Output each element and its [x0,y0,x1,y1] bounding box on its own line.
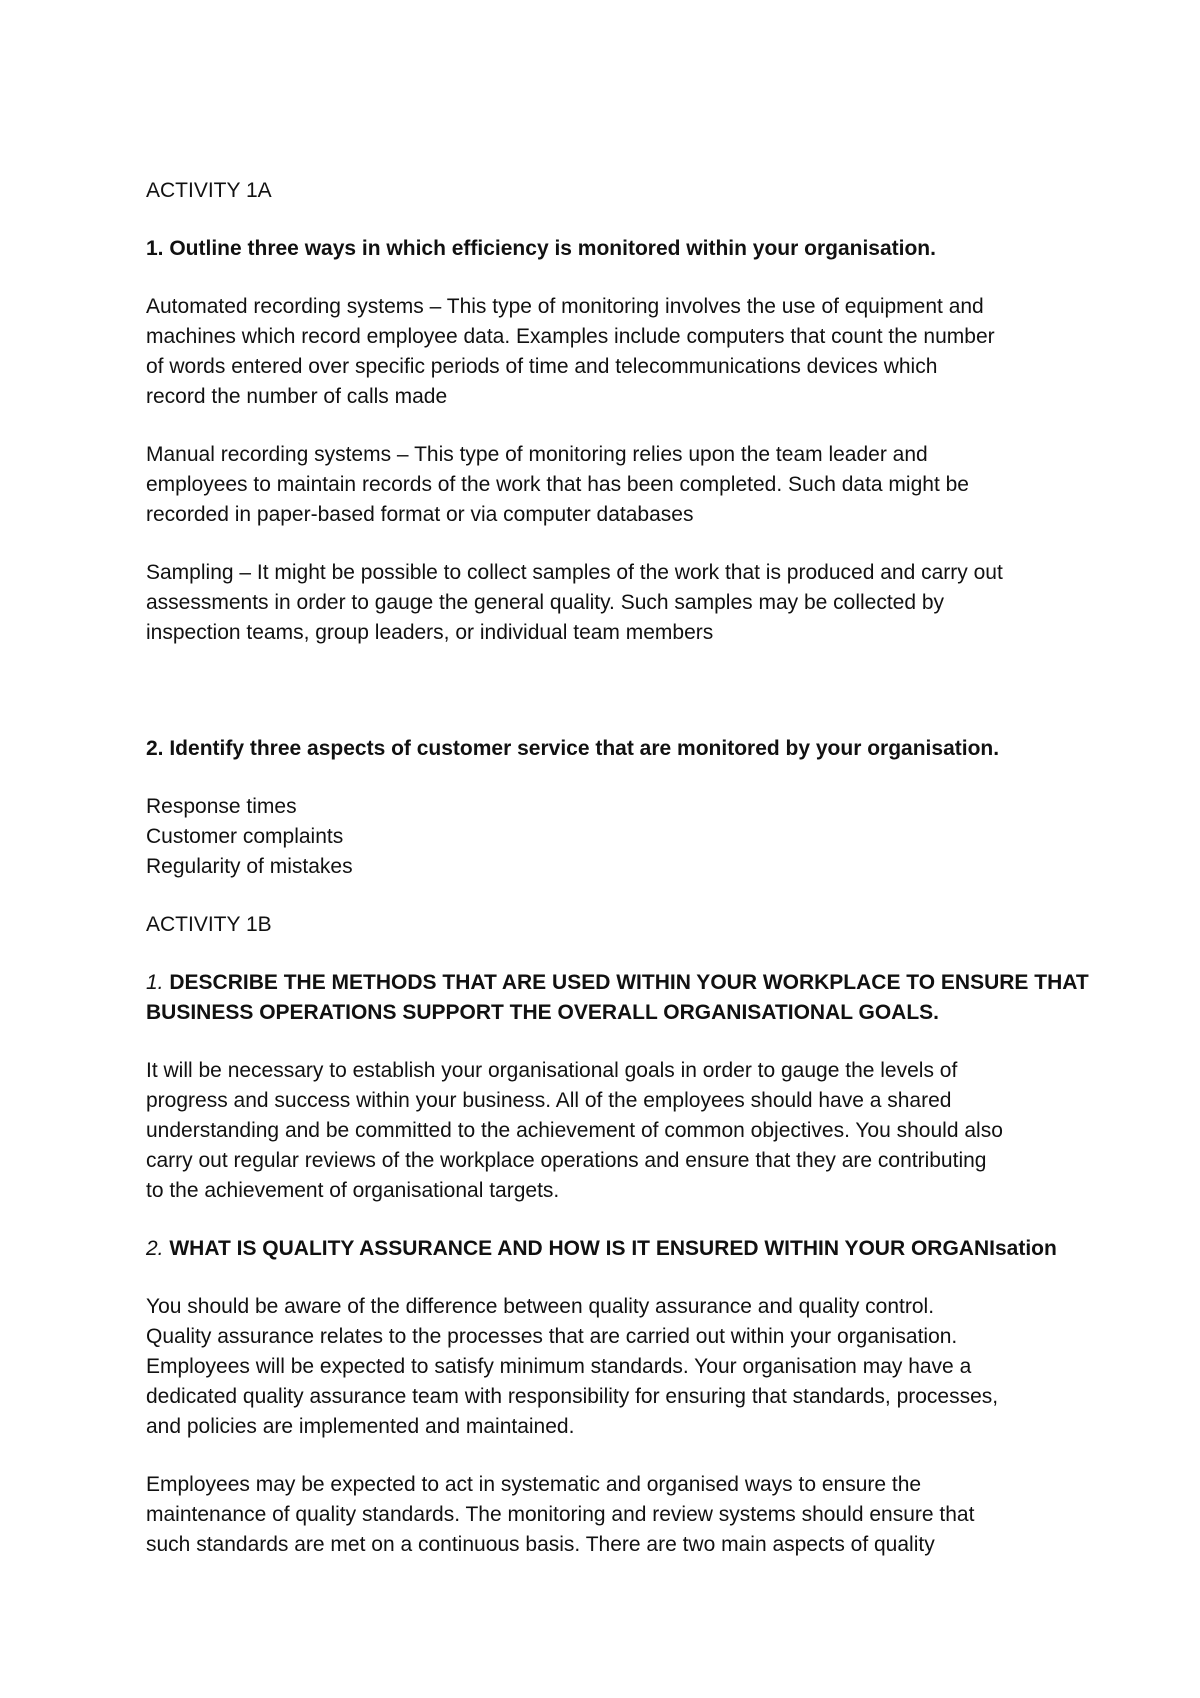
answer-item: Customer complaints [146,825,344,848]
activity-1b-heading: ACTIVITY 1B [146,913,272,936]
question-number: 2. [146,1237,164,1260]
paragraph-line: Employees may be expected to act in systematic and organised ways to ensure the [146,1473,922,1496]
paragraph-line: maintenance of quality standards. The monitoring and review systems should ensure that [146,1503,975,1526]
activity-1b-question-1 [146,968,1106,998]
question-text: WHAT IS QUALITY ASSURANCE AND HOW IS IT ENSURED WITHIN YOUR ORGANIsation [163,1237,1057,1260]
paragraph-line: employees to maintain records of the work that has been completed. Such data might be [146,473,969,496]
activity-1b-question-1-cont: BUSINESS OPERATIONS SUPPORT THE OVERALL ORGANISATIONAL GOALS. [146,1001,940,1024]
paragraph-line: understanding and be committed to the achievement of common objectives. You should also [146,1119,1003,1142]
activity-1a-question-2: 2. Identify three aspects of customer service that are monitored by your organisation. [146,737,1000,760]
paragraph-line: You should be aware of the difference between quality assurance and quality control. [146,1295,935,1318]
paragraph-line: dedicated quality assurance team with responsibility for ensuring that standards, processes, [146,1385,999,1408]
paragraph-line: to the achievement of organisational targets. [146,1179,560,1202]
question-text: DESCRIBE THE METHODS THAT ARE USED WITHIN YOUR WORKPLACE TO ENSURE THAT [163,971,1089,994]
paragraph-line: such standards are met on a continuous basis. There are two main aspects of quality [146,1533,935,1556]
paragraph-line: recorded in paper-based format or via computer databases [146,503,694,526]
activity-1b-question-2 [146,1234,1106,1264]
paragraph-line: inspection teams, group leaders, or individual team members [146,621,714,644]
paragraph-line: progress and success within your business. All of the employees should have a shared [146,1089,952,1112]
paragraph-line: Quality assurance relates to the processes that are carried out within your organisation. [146,1325,958,1348]
activity-1a-heading: ACTIVITY 1A [146,179,272,202]
paragraph-line: and policies are implemented and maintained. [146,1415,575,1438]
paragraph-line: Employees will be expected to satisfy minimum standards. Your organisation may have a [146,1355,972,1378]
paragraph-line: record the number of calls made [146,385,448,408]
answer-item: Response times [146,795,297,818]
answer-item: Regularity of mistakes [146,855,353,878]
paragraph-line: Manual recording systems – This type of monitoring relies upon the team leader and [146,443,928,466]
paragraph-line: Sampling – It might be possible to collect samples of the work that is produced and carry out [146,561,1003,584]
paragraph-line: machines which record employee data. Examples include computers that count the number [146,325,995,348]
paragraph-line: carry out regular reviews of the workplace operations and ensure that they are contributing [146,1149,987,1172]
paragraph-line: Automated recording systems – This type of monitoring involves the use of equipment and [146,295,984,318]
question-number: 1. [146,971,164,994]
paragraph-line: assessments in order to gauge the general quality. Such samples may be collected by [146,591,945,614]
activity-1a-question-1: 1. Outline three ways in which efficiency is monitored within your organisation. [146,237,936,260]
paragraph-line: It will be necessary to establish your organisational goals in order to gauge the levels of [146,1059,958,1082]
paragraph-line: of words entered over specific periods of time and telecommunications devices which [146,355,938,378]
